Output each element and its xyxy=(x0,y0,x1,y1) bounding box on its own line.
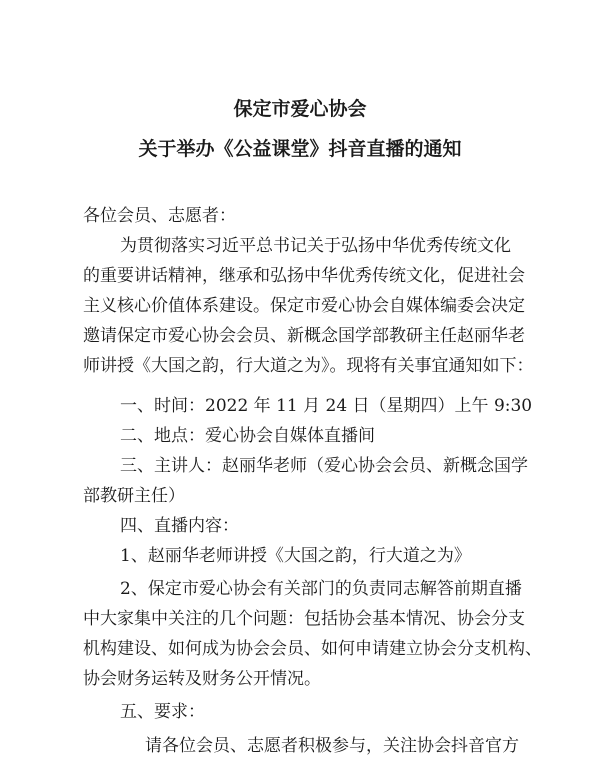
item-time: 一、时间：2022 年 11 月 24 日（星期四）上午 9:30 xyxy=(120,396,533,416)
item-speaker: 三、主讲人：赵丽华老师（爱心协会会员、新概念国学 xyxy=(120,456,528,476)
item-content-2-continued: 中大家集中关注的几个问题：包括协会基本情况、协会分支 xyxy=(83,609,525,629)
document-title-organization: 保定市爱心协会 xyxy=(233,98,367,120)
item-place: 二、地点：爱心协会自媒体直播间 xyxy=(120,426,375,446)
item-requirements-1: 请各位会员、志愿者积极参与，关注协会抖音官方 xyxy=(145,736,519,756)
salutation: 各位会员、志愿者： xyxy=(83,206,236,226)
intro-line: 的重要讲话精神，继承和弘扬中华优秀传统文化，促进社会 xyxy=(83,266,525,286)
item-content-1: 1、赵丽华老师讲授《大国之韵，行大道之为》 xyxy=(120,546,471,566)
document-title-notice: 关于举办《公益课堂》抖音直播的通知 xyxy=(138,138,462,160)
item-speaker-continued: 部教研主任） xyxy=(83,486,185,506)
intro-line: 为贯彻落实习近平总书记关于弘扬中华优秀传统文化 xyxy=(120,236,511,256)
item-requirements-heading: 五、要求： xyxy=(120,702,205,722)
item-content-heading: 四、直播内容： xyxy=(120,516,239,536)
intro-line: 主义核心价值体系建设。保定市爱心协会自媒体编委会决定 xyxy=(83,296,525,316)
intro-line: 师讲授《大国之韵，行大道之为》。现将有关事宜通知如下： xyxy=(83,356,534,376)
item-content-2-continued: 机构建设、如何成为协会会员、如何申请建立协会分支机构、 xyxy=(83,639,542,659)
intro-line: 邀请保定市爱心协会会员、新概念国学部教研主任赵丽华老 xyxy=(83,326,525,346)
item-content-2: 2、保定市爱心协会有关部门的负责同志解答前期直播 xyxy=(120,579,522,599)
item-content-2-continued: 协会财务运转及财务公开情况。 xyxy=(83,669,321,689)
